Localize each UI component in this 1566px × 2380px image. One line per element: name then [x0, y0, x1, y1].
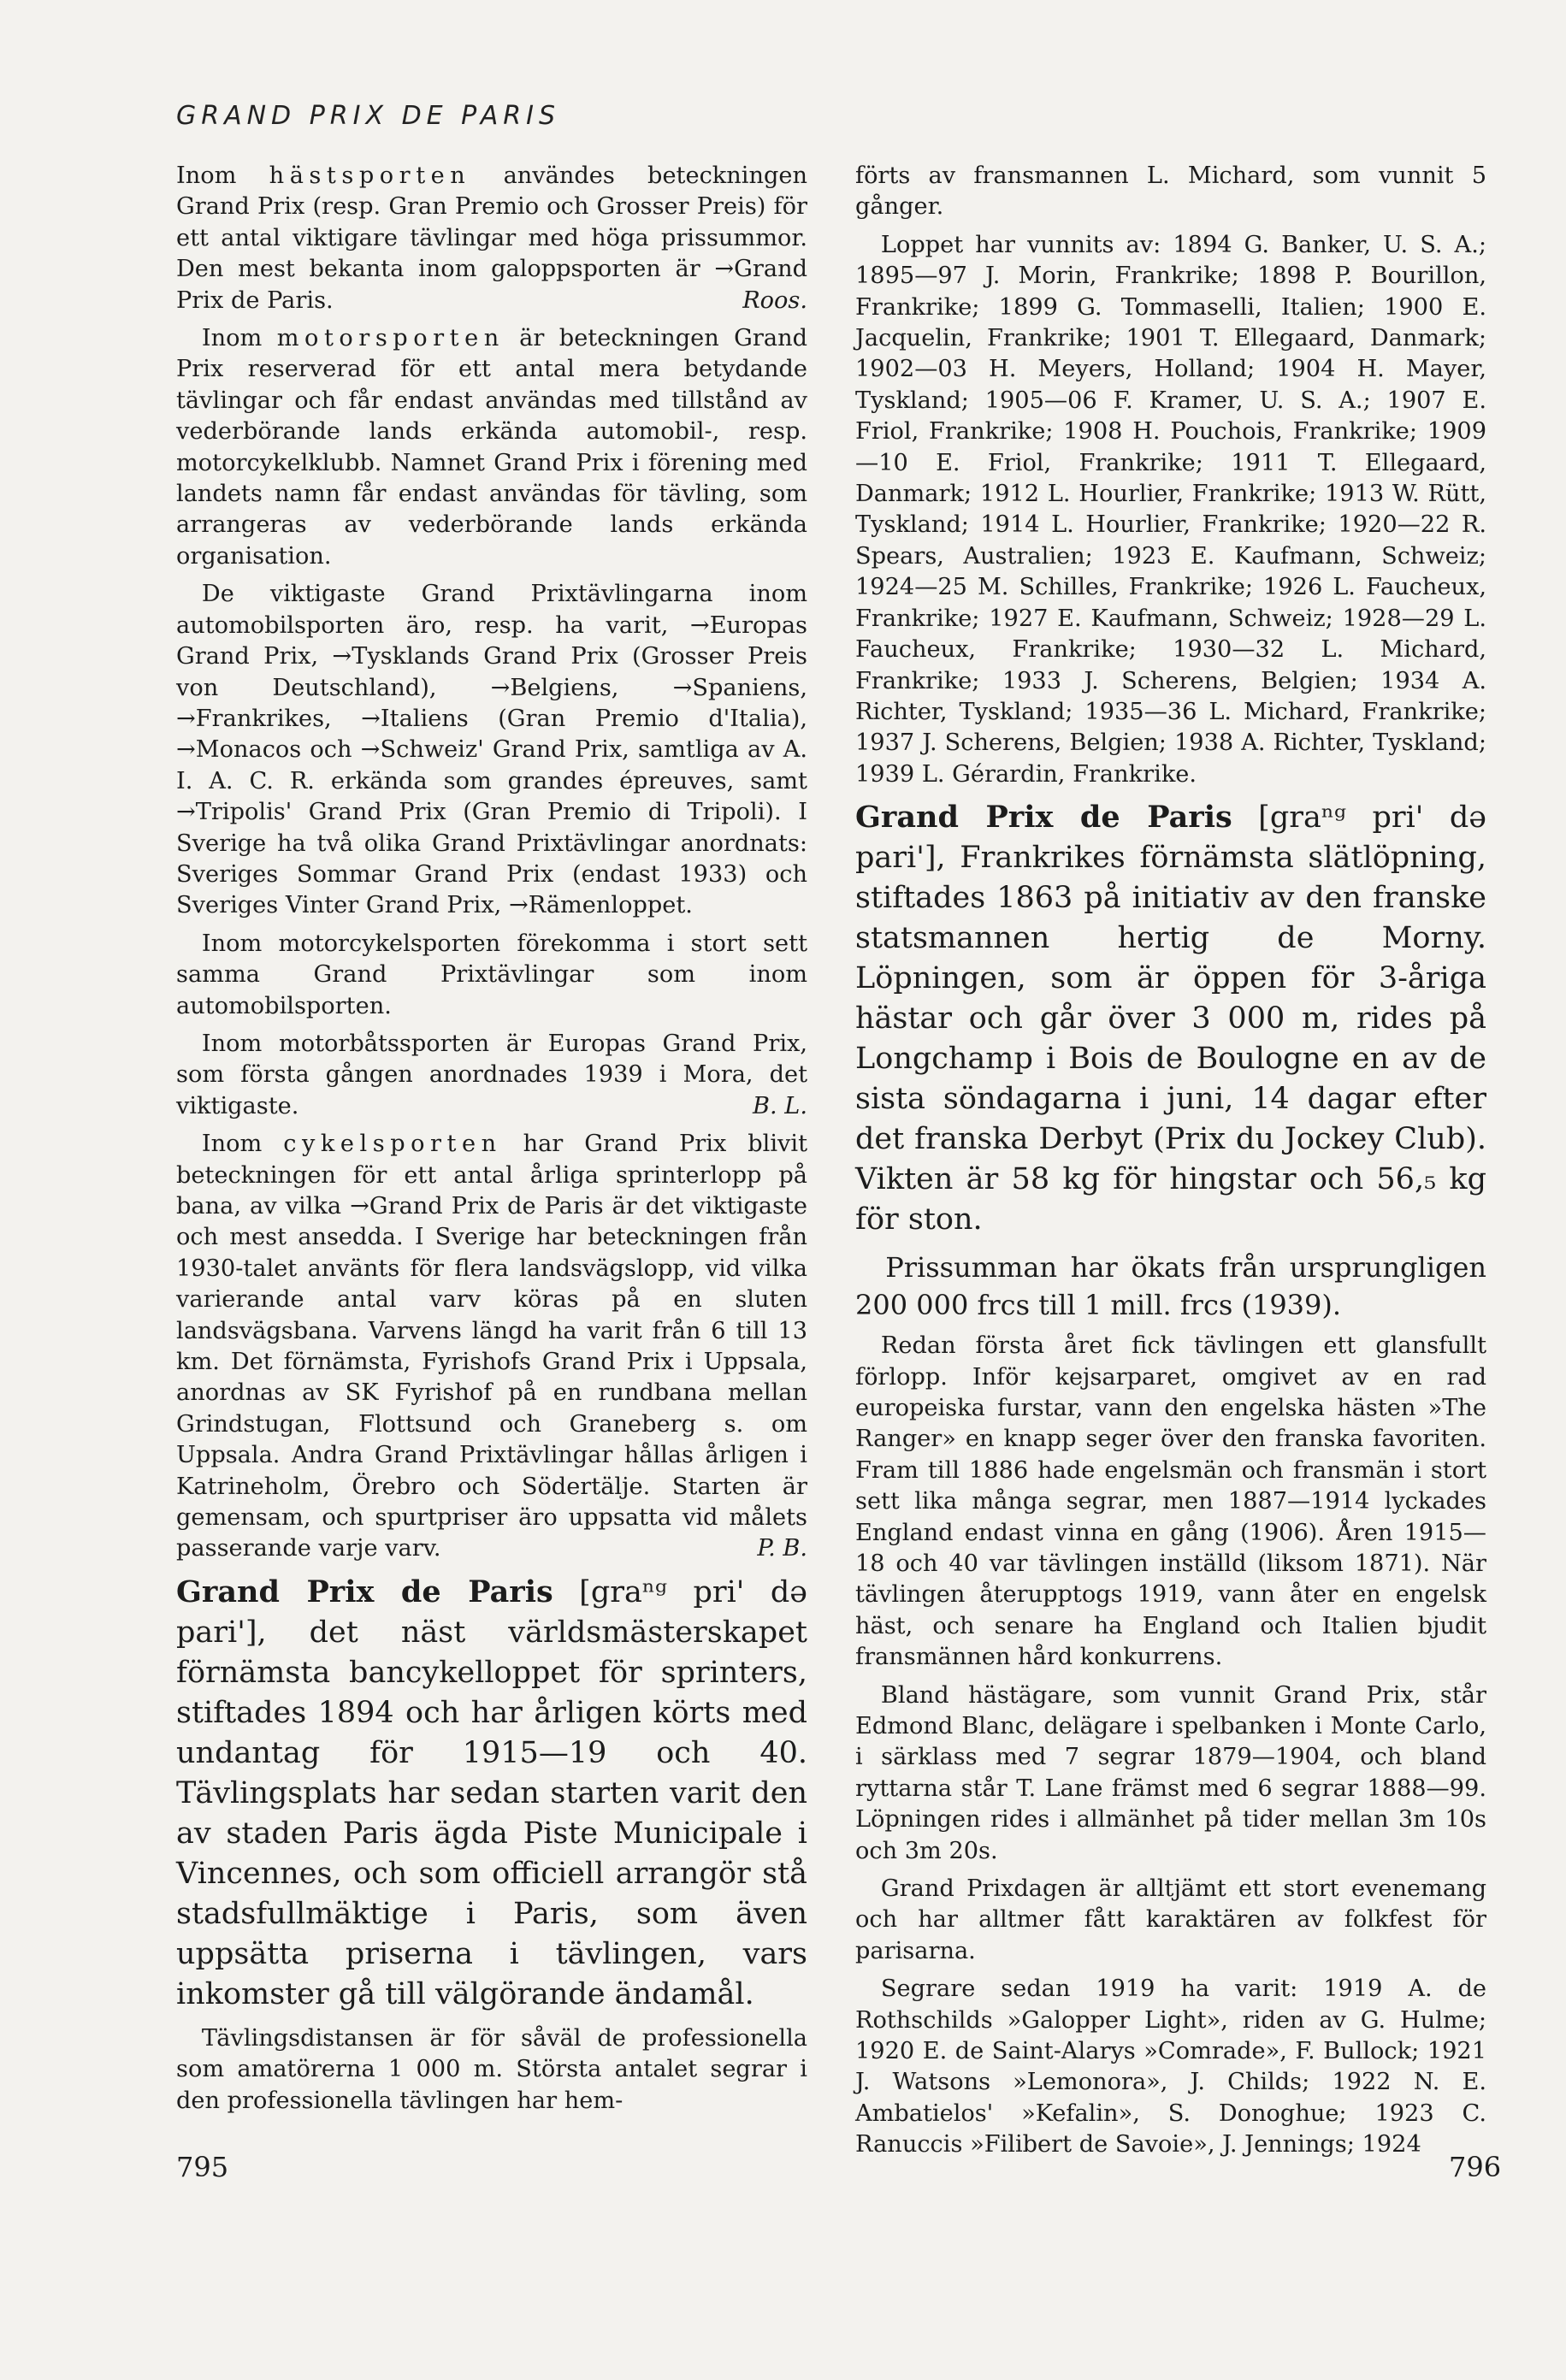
left-column: [176, 161, 807, 2123]
page-number-right: 796: [1449, 2151, 1502, 2183]
entry-headword: Grand Prix de Paris: [855, 800, 1232, 836]
paragraph-cykelsport: Inom cykelsporten har Grand Prix blivit beteckningen för ett antal årliga sprinterlopp på bana, av vilka →Grand Prix de Paris är det viktigaste och mest ansedda. I Sverige har beteckningen från 1930-talet använts för flera landsvägslopp, vid vilka varierande antal varv köras på en sluten landsvägsbana. Varvens längd ha varit från 6 till 13 km. Det förnämsta, Fyrishofs Grand Prix i Uppsala, anordnas av SK Fyrishof på en rundbana mellan Grindstugan, Flottsund och Graneberg s. om Uppsala. Andra Grand Prixtävlingar hållas årligen i Katrineholm, Örebro och Södertälje. Starten är gemensam, och spurtpriser äro uppsatta vid målets passerande varje varv. P. B.: [176, 1129, 807, 1565]
paragraph-hastagare: Bland hästägare, som vunnit Grand Prix, står Edmond Blanc, delägare i spelbanken i Monte Carlo, i särklass med 7 segrar 1879—1904, och bland ryttarna står T. Lane främst med 6 segrar 1888—99. Löpningen rides i allmänhet på tider mellan 3m 10s och 3m 20s.: [855, 1681, 1486, 1864]
entry-grand-prix-de-paris-galopp: Grand Prix de Paris [graⁿᵍ pri' də pari'], Frankrikes förnämsta slätlöpning, stiftades 1863 på initiativ av den franske statsmannen hertig de Morny. Löpningen, som är öppen för 3-åriga hästar och går över 3 000 m, rides på Longchamp i Bois de Boulogne en av de sista söndagarna i juni, 14 dagar efter det franska Derbyt (Prix du Jockey Club). Vikten är 58 kg för hingstar och 56,₅ kg för ston.: [855, 800, 1486, 1237]
paragraph-continuation: förts av fransmannen L. Michard, som vunnit 5 gånger.: [855, 162, 1486, 221]
right-column: [855, 161, 1486, 2168]
author-signature: B. L.: [753, 1092, 807, 1119]
paragraph-forsta-aret: Redan första året fick tävlingen ett glansfullt förlopp. Inför kejsarparet, omgivet av en rad europeiska furstar, vann den engelska hästen »The Ranger» en knapp seger över den franska favoriten. Fram till 1886 hade engelsmän och fransmän i stort sett lika många segrar, men 1887—1914 lyckades England endast vinna en gång (1906). Åren 1915—18 och 40 var tävlingen inställd (liksom 1871). När tävlingen återupptogs 1919, vann åter en engelsk häst, och senare ha England och Italien bjudit fransmännen hård konkurrens.: [855, 1332, 1486, 1671]
author-signature: P. B.: [757, 1535, 807, 1562]
spaced-term-motorsporten: motorsporten: [276, 325, 505, 352]
cross-reference: →Grand Prix de Paris.: [176, 256, 807, 314]
running-head: GRAND PRIX DE PARIS: [176, 101, 561, 131]
paragraph-hastsport: Inom hästsporten användes beteckningen Grand Prix (resp. Gran Premio och Grosser Preis) för ett antal viktigare tävlingar med höga prissummor. Den mest bekanta inom galoppsporten är →Grand Prix de Paris. Roos.: [176, 161, 807, 316]
spaced-term-hastsporten: hästsporten: [269, 162, 471, 189]
paragraph-prissumma: Prissumman har ökats från ursprungligen 200 000 frcs till 1 mill. frcs (1939).: [855, 1251, 1486, 1322]
paragraph-automobil-gp: De viktigaste Grand Prixtävlingarna inom automobilsporten äro, resp. ha varit, →Europas Grand Prix, →Tysklands Grand Prix (Grosser Preis von Deutschland), →Belgiens, →Spaniens, →Frankrikes, →Italiens (Gran Premio d'Italia), →Monacos och →Schweiz' Grand Prix, samtliga av A. I. A. C. R. erkända som grandes épreuves, samt →Tripolis' Grand Prix (Gran Premio di Tripoli). I Sverige ha två olika Grand Prixtävlingar anordnats: Sveriges Sommar Grand Prix (endast 1933) och Sveriges Vinter Grand Prix, →Rämenloppet.: [176, 581, 807, 919]
paragraph-tavlingsdistans: Tävlingsdistansen är för såväl de professionella som amatörerna 1 000 m. Största antalet segrar i den professionella tävlingen har hem-: [176, 2024, 807, 2114]
paragraph-motorbat: Inom motorbåtssporten är Europas Grand Prix, som första gången anordnades 1939 i Mora, det viktigaste. B. L.: [176, 1029, 807, 1122]
entry-grand-prix-de-paris-cykel: Grand Prix de Paris [graⁿᵍ pri' də pari'], det näst världsmästerskapet förnämsta bancykelloppet för sprinters, stiftades 1894 och har årligen körts med undantag för 1915—19 och 40. Tävlingsplats har sedan starten varit den av staden Paris ägda Piste Municipale i Vincennes, och som officiell arrangör stå stadsfullmäktige i Paris, som även uppsätta priserna i tävlingen, vars inkomster gå till välgörande ändamål.: [176, 1574, 807, 2011]
paragraph-motorcykel: Inom motorcykelsporten förekomma i stort sett samma Grand Prixtävlingar som inom automobilsporten.: [176, 930, 807, 1019]
paragraph-motorsport: Inom motorsporten är beteckningen Grand Prix reserverad för ett antal mera betydande tävlingar och får endast användas med tillstånd av vederbörande lands erkända automobil-, resp. motorcykelklubb. Namnet Grand Prix i förening med landets namn får endast användas för tävling, som arrangeras av vederbörande lands erkända organisation.: [176, 325, 807, 570]
paragraph-segrare: Segrare sedan 1919 ha varit: 1919 A. de Rothschilds »Galopper Light», riden av G. Hulme; 1920 E. de Saint-Alarys »Comrade», F. Bullock; 1921 J. Watsons »Lemonora», J. Childs; 1922 N. E. Ambatielos' »Kefalin», S. Donoghue; 1923 C. Ranuccis »Filibert de Savoie», J. Jennings; 1924: [855, 1975, 1486, 2159]
page-number-left: 795: [176, 2151, 229, 2183]
spaced-term-cykelsporten: cykelsporten: [283, 1131, 502, 1158]
paragraph-grand-prixdagen: Grand Prixdagen är alltjämt ett stort evenemang och har alltmer fått karaktären av folkfest för parisarna.: [855, 1875, 1486, 1964]
entry-headword: Grand Prix de Paris: [176, 1574, 553, 1609]
author-signature: Roos.: [742, 286, 807, 314]
paragraph-winners-list: Loppet har vunnits av: 1894 G. Banker, U. S. A.; 1895—97 J. Morin, Frankrike; 1898 P. Bourillon, Frankrike; 1899 G. Tommaselli, Italien; 1900 E. Jacquelin, Frankrike; 1901 T. Ellegaard, Danmark; 1902—03 H. Meyers, Holland; 1904 H. Mayer, Tyskland; 1905—06 F. Kramer, U. S. A.; 1907 E. Friol, Frankrike; 1908 H. Pouchois, Frankrike; 1909—10 E. Friol, Frankrike; 1911 T. Ellegaard, Danmark; 1912 L. Hourlier, Frankrike; 1913 W. Rütt, Tyskland; 1914 L. Hourlier, Frankrike; 1920—22 R. Spears, Australien; 1923 E. Kaufmann, Schweiz; 1924—25 M. Schilles, Frankrike; 1926 L. Faucheux, Frankrike; 1927 E. Kaufmann, Schweiz; 1928—29 L. Faucheux, Frankrike; 1930—32 L. Michard, Frankrike; 1933 J. Scherens, Belgien; 1934 A. Richter, Tyskland; 1935—36 L. Michard, Frankrike; 1937 J. Scherens, Belgien; 1938 A. Richter, Tyskland; 1939 L. Gérardin, Frankrike.: [855, 231, 1486, 788]
